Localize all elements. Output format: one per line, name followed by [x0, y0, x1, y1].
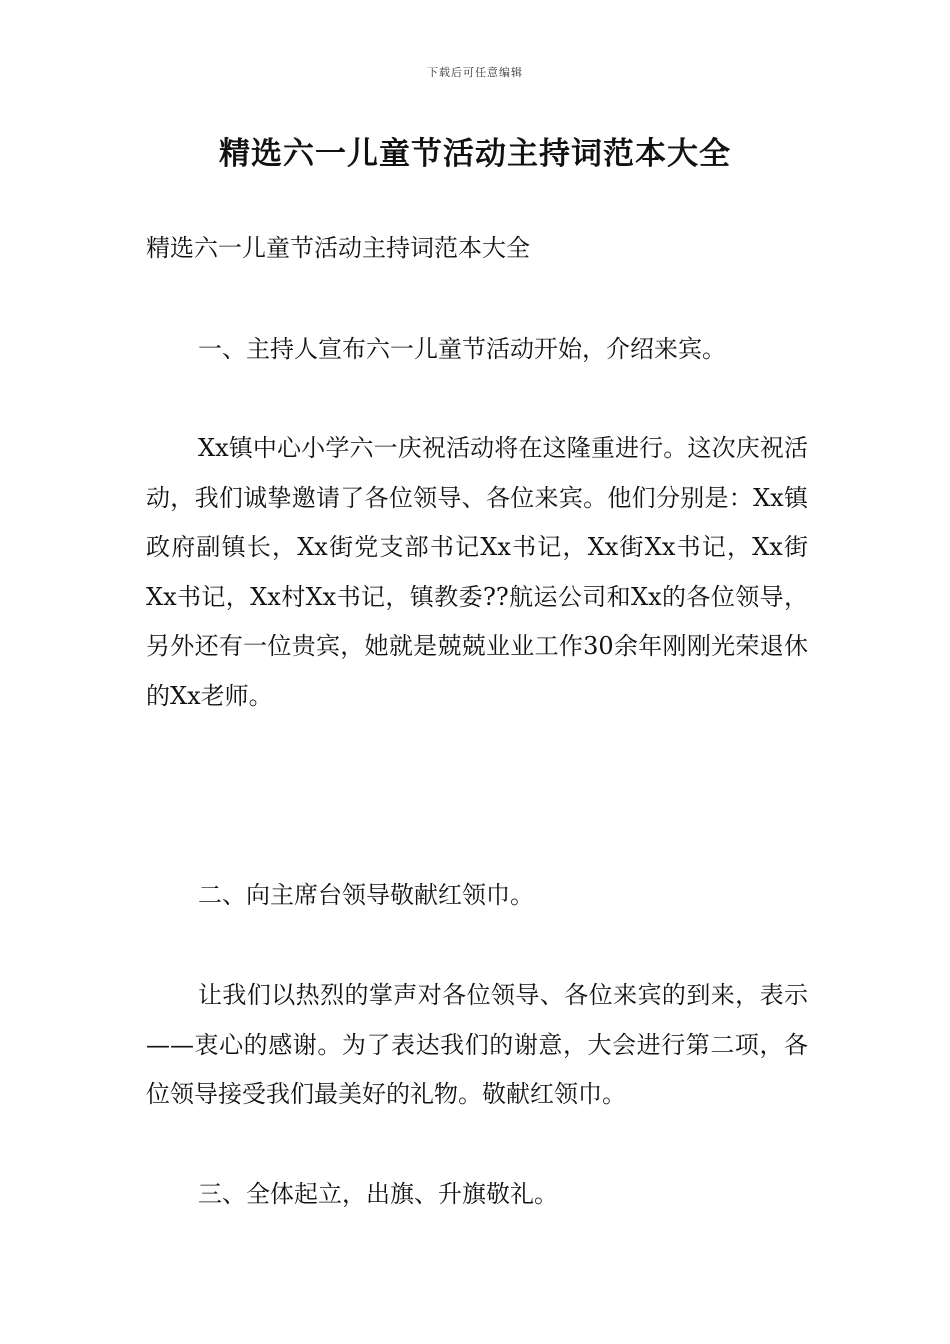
section-3-heading: 三、全体起立，出旗、升旗敬礼。 [198, 1180, 558, 1208]
section-1-heading: 一、主持人宣布六一儿童节活动开始，介绍来宾。 [198, 335, 726, 363]
document-title: 精选六一儿童节活动主持词范本大全 [219, 136, 731, 172]
section-1-body: Xx镇中心小学六一庆祝活动将在这隆重进行。这次庆祝活动，我们诚挚邀请了各位领导、各位来宾。他们分别是：Xx镇政府副镇长，Xx街党支部书记Xx书记，Xx街Xx书记，Xx街Xx书记，Xx村Xx书记，镇教委??航运公司和Xx的各位领导，另外还有一位贵宾，她就是兢兢业业工作30余年刚刚光荣退休的Xx老师。 [146, 434, 808, 710]
document-subtitle: 精选六一儿童节活动主持词范本大全 [146, 234, 530, 262]
header-note: 下载后可任意编辑 [427, 66, 523, 79]
section-2-body: 让我们以热烈的掌声对各位领导、各位来宾的到来，表示——衷心的感谢。为了表达我们的谢意，大会进行第二项，各位领导接受我们最美好的礼物。敬献红领巾。 [146, 981, 808, 1108]
section-2-heading: 二、向主席台领导敬献红领巾。 [198, 881, 534, 909]
